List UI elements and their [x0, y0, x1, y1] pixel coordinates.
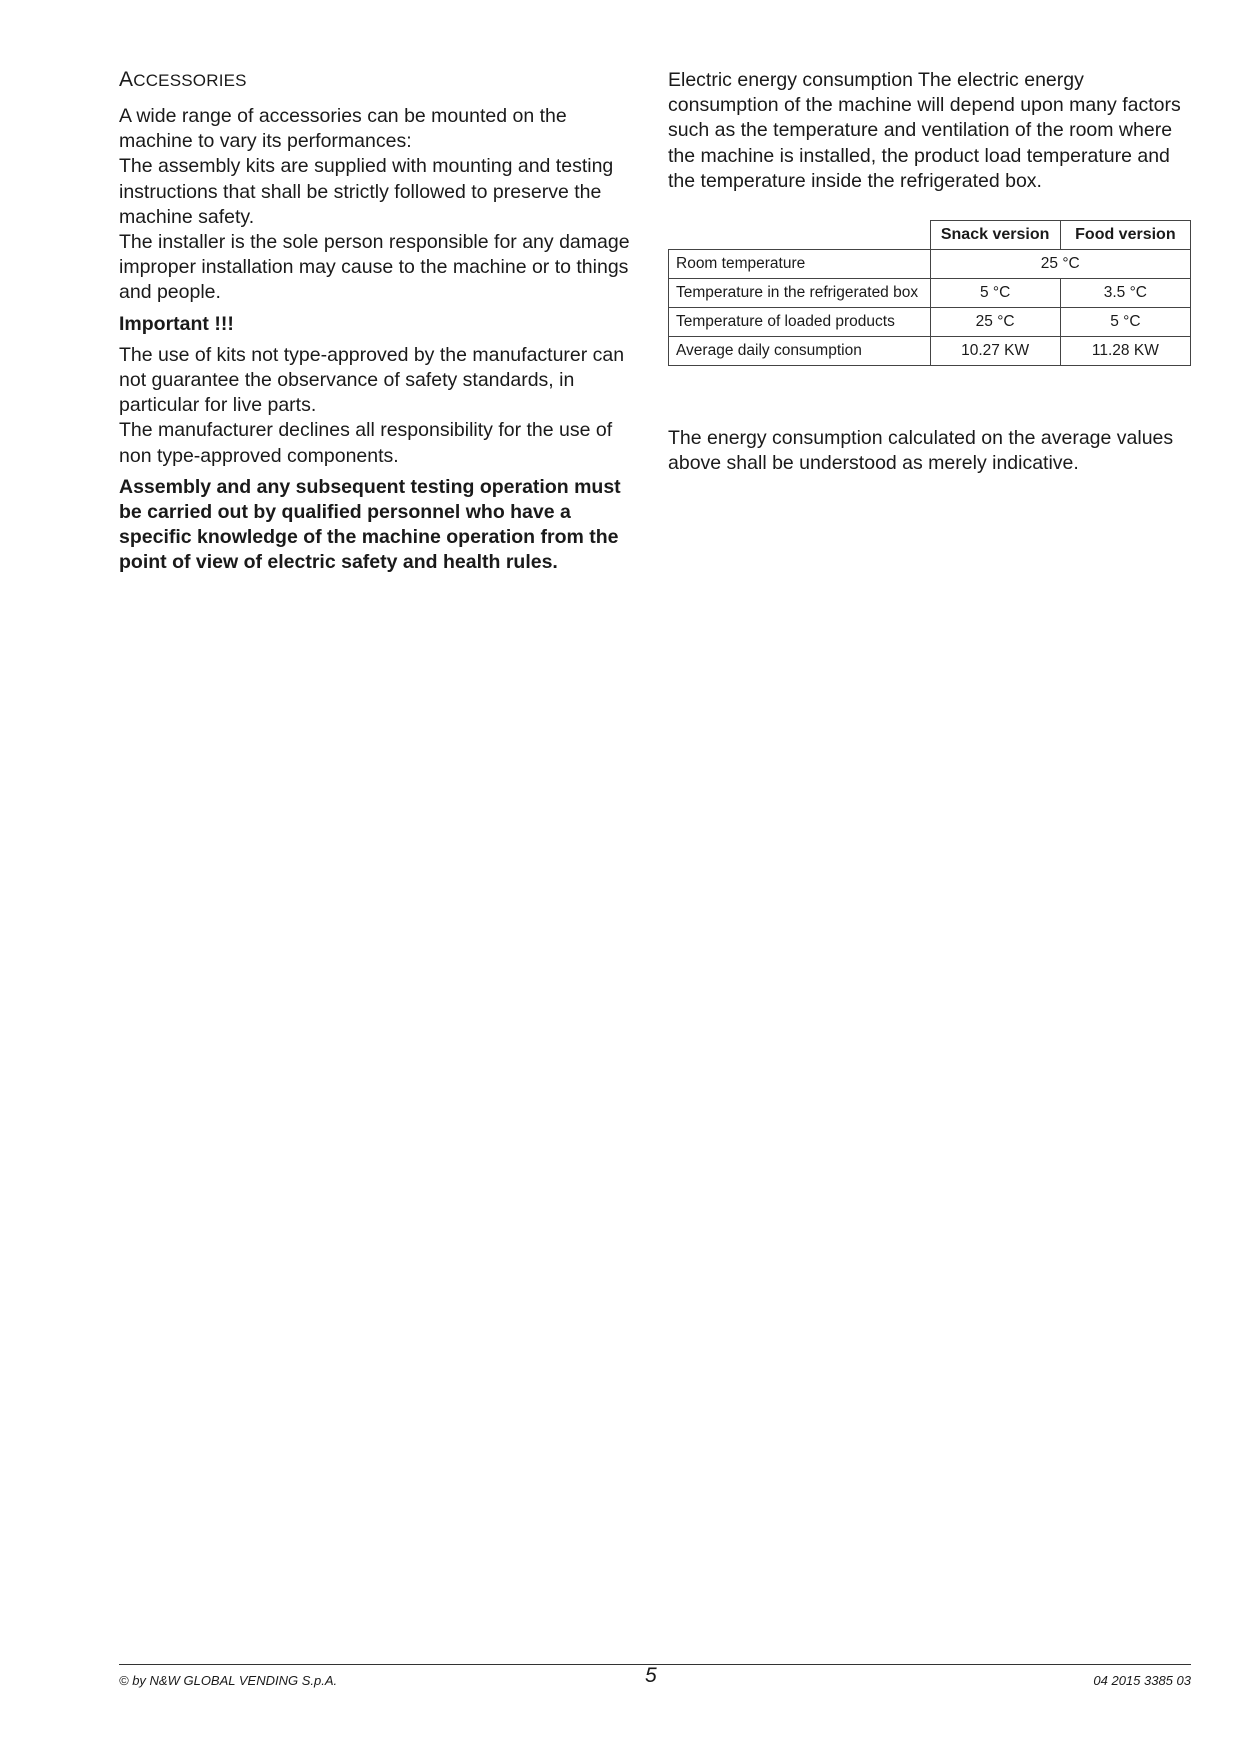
row-label: Room temperature [669, 250, 931, 279]
table-row [669, 250, 1191, 279]
footer-copyright: © by N&W GLOBAL VENDING S.p.A. [119, 1673, 338, 1688]
energy-section [668, 68, 1192, 194]
paragraph-kits: The assembly kits are supplied with mounting and testing instructions that shall be strictly followed to preserve the machine safety. [119, 155, 614, 228]
accessories-section [119, 68, 639, 576]
row-label: Temperature in the refrigerated box [669, 279, 931, 308]
table-row [669, 279, 1191, 308]
row-value-food: 3.5 °C [1060, 279, 1190, 308]
paragraph-installer: The installer is the sole person responsible for any damage improper installation may cause to the machine or to things and people. [119, 231, 630, 304]
row-value-merged: 25 °C [930, 250, 1191, 279]
important-label: Important !!! [119, 312, 234, 335]
page-number: 5 [645, 1664, 657, 1687]
paragraph-range: A wide range of accessories can be mounted on the machine to vary its performances: [119, 105, 567, 153]
energy-outro: The energy consumption calculated on the average values above shall be understood as merely indicative. [668, 427, 1174, 475]
row-value-food: 5 °C [1060, 308, 1190, 337]
energy-note [668, 426, 1188, 476]
section-heading: ACCESSORIES [119, 68, 247, 91]
table-row [669, 308, 1191, 337]
row-label: Temperature of loaded products [669, 308, 931, 337]
column-header-snack: Snack version [930, 221, 1060, 250]
document-code: 04 2015 3385 03 [1093, 1673, 1191, 1688]
energy-intro: Electric energy consumption The electric energy consumption of the machine will depend upon many factors such as the temperature and ventilation of the room where the machine is installed, the product load temperature and the temperature inside the refrigerated box. [668, 69, 1181, 192]
paragraph-kits-warning: The use of kits not type-approved by the manufacturer can not guarantee the observance of safety standards, in particular for live parts. [119, 343, 625, 417]
table-header-row [669, 221, 1191, 250]
paragraph-qualified-personnel: Assembly and any subsequent testing operation must be carried out by qualified personnel who have a specific knowledge of the machine operation from the point of view of electric safety and health rules. [119, 475, 621, 574]
row-value-snack: 10.27 KW [930, 337, 1060, 366]
row-value-snack: 5 °C [930, 279, 1060, 308]
paragraph-responsibility: The manufacturer declines all responsibility for the use of non type-approved components. [119, 419, 613, 467]
row-value-snack: 25 °C [930, 308, 1060, 337]
table-row [669, 337, 1191, 366]
row-value-food: 11.28 KW [1060, 337, 1190, 366]
table-corner [669, 221, 931, 250]
energy-table [668, 220, 1191, 366]
column-header-food: Food version [1060, 221, 1190, 250]
row-label: Average daily consumption [669, 337, 931, 366]
